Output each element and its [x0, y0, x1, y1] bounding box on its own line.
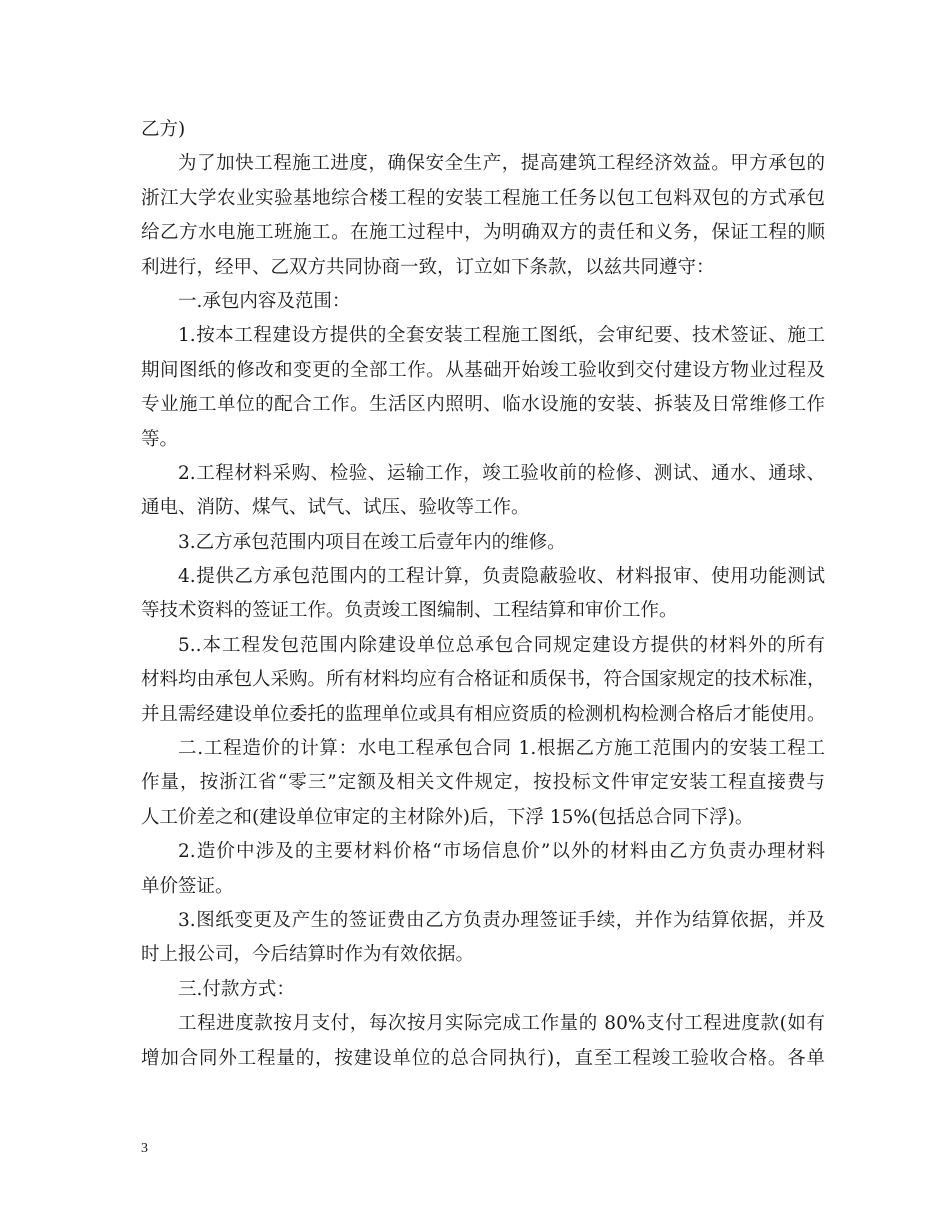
document-line: 通电、消防、煤气、试气、试压、验收等工作。	[141, 497, 530, 519]
document-line: 作量，按浙江省“零三”定额及相关文件规定，按投标文件审定安装工程直接费与	[141, 772, 825, 794]
document-line: 给乙方水电施工班施工。在施工过程中，为明确双方的责任和义务，保证工程的顺	[141, 222, 825, 244]
document-line: 2.工程材料采购、检验、运输工作，竣工验收前的检修、测试、通水、通球、	[178, 462, 825, 484]
document-line: 人工价差之和(建设单位审定的主材除外)后，下浮 15%(包括总合同下浮)。	[141, 806, 754, 828]
document-line: 1.按本工程建设方提供的全套安装工程施工图纸，会审纪要、技术签证、施工	[178, 325, 825, 347]
document-line: 等技术资料的签证工作。负责竣工图编制、工程结算和审价工作。	[141, 600, 678, 622]
document-line: 一.承包内容及范围：	[178, 290, 351, 312]
document-body	[141, 113, 825, 1076]
document-line: 工程进度款按月支付，每次按月实际完成工作量的 80%支付工程进度款(如有	[178, 1013, 825, 1035]
document-line: 5..本工程发包范围内除建设单位总承包合同规定建设方提供的材料外的所有	[178, 634, 825, 656]
document-line: 乙方)	[141, 119, 186, 140]
document-line: 利进行，经甲、乙双方共同协商一致，订立如下条款，以兹共同遵守：	[141, 256, 715, 278]
document-line: 4.提供乙方承包范围内的工程计算，负责隐蔽验收、材料报审、使用功能测试	[178, 566, 825, 588]
document-line: 期间图纸的修改和变更的全部工作。从基础开始竣工验收到交付建设方物业过程及	[141, 359, 825, 381]
document-line: 增加合同外工程量的，按建设单位的总合同执行)，直至工程竣工验收合格。各单	[141, 1047, 825, 1069]
document-line: 浙江大学农业实验基地综合楼工程的安装工程施工任务以包工包料双包的方式承包	[141, 187, 825, 209]
document-line: 为了加快工程施工进度，确保安全生产，提高建筑工程经济效益。甲方承包的	[178, 153, 825, 175]
page-number: 3	[141, 1141, 148, 1156]
document-line: 2.造价中涉及的主要材料价格“市场信息价”以外的材料由乙方负责办理材料	[178, 841, 825, 863]
document-line: 二.工程造价的计算：水电工程承包合同 1.根据乙方施工范围内的安装工程工	[178, 738, 825, 760]
document-line: 时上报公司，今后结算时作为有效依据。	[141, 944, 475, 966]
document-line: 单价签证。	[141, 875, 234, 897]
document-line: 专业施工单位的配合工作。生活区内照明、临水设施的安装、拆装及日常维修工作	[141, 394, 825, 416]
document-line: 三.付款方式：	[178, 978, 295, 1000]
document-line: 3.图纸变更及产生的签证费由乙方负责办理签证手续，并作为结算依据，并及	[178, 909, 825, 931]
document-line: 等。	[141, 428, 179, 450]
document-line: 3.乙方承包范围内项目在竣工后壹年内的维修。	[178, 531, 566, 553]
document-line: 材料均由承包人采购。所有材料均应有合格证和质保书，符合国家规定的技术标准，	[141, 669, 826, 691]
document-line: 并且需经建设单位委托的监理单位或具有相应资质的检测机构检测合格后才能使用。	[141, 703, 826, 725]
